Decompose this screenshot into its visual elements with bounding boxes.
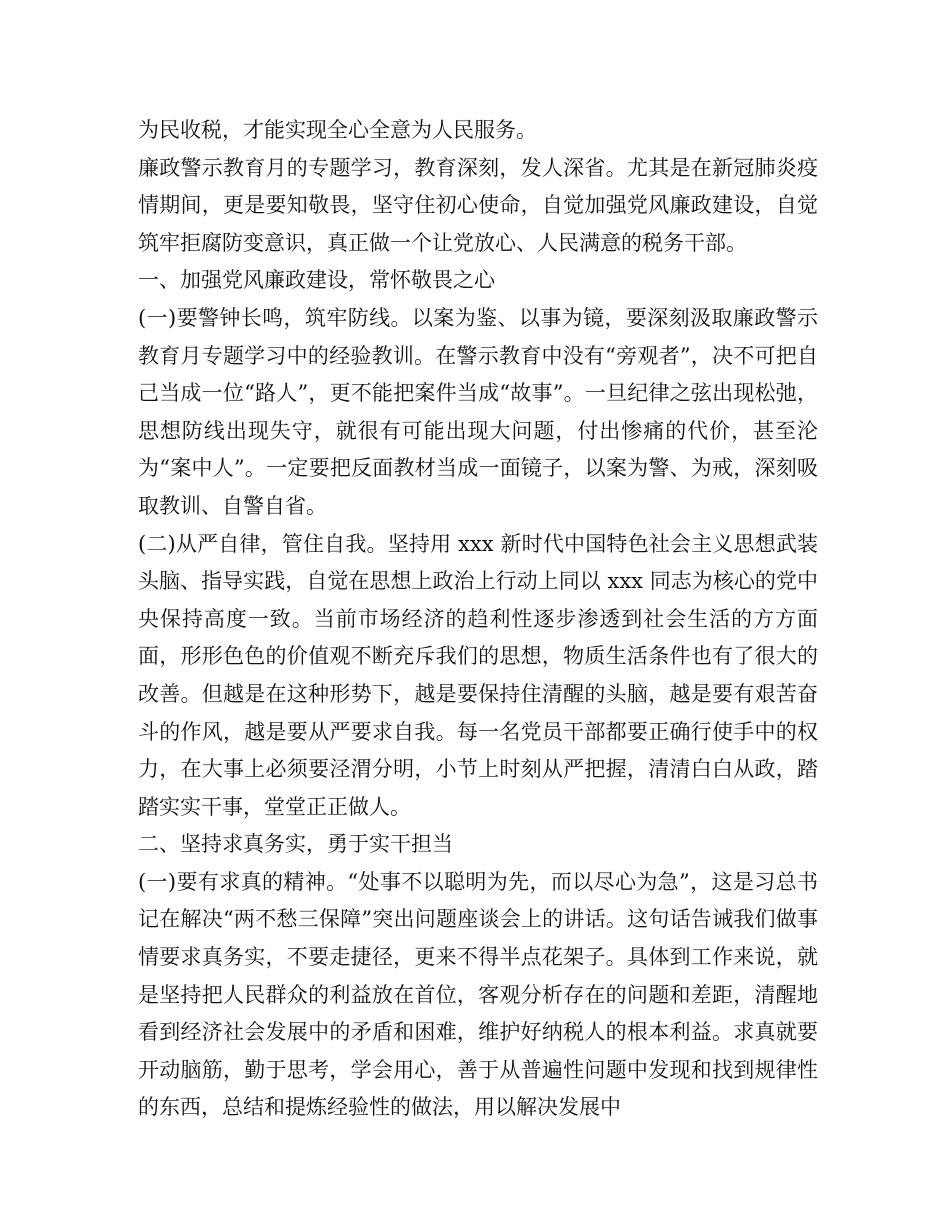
paragraph-continuation: 为民收税，才能实现全心全意为人民服务。 [138, 118, 537, 142]
paragraph-intro: 廉政警示教育月的专题学习，教育深刻，发人深省。尤其是在新冠肺炎疫情期间，更是要知敬畏，坚守住初心使命，自觉加强党风廉政建设，自觉筑牢拒腐防变意识，真正做一个让党放心、人民满意的税务干部。 [138, 155, 818, 255]
section-heading-1: 一、加强党风廉政建设，常怀敬畏之心 [138, 268, 495, 293]
document-page [138, 112, 818, 1127]
section-heading-2: 二、坚持求真务实，勇于实干担当 [138, 832, 453, 857]
paragraph-1-2: (二)从严自律，管住自我。坚持用 xxx 新时代中国特色社会主义思想武装头脑、指导实践，自觉在思想上政治上行动上同以 xxx 同志为核心的党中央保持高度一致。当前市场经济的趋利性逐步渗透到社会生活的方方面面，形形色色的价值观不断充斥我们的思想，物质生活条件也有了很大的改善。但越是在这种形势下，越是要保持住清醒的头脑，越是要有艰苦奋斗的作风，越是要从严要求自我。每一名党员干部都要正确行使手中的权力，在大事上必须要泾渭分明，小节上时刻从严把握，清清白白从政，踏踏实实干事，堂堂正正做人。 [138, 531, 818, 819]
paragraph-2-1: (一)要有求真的精神。“处事不以聪明为先，而以尽心为急”，这是习总书记在解决“两不愁三保障”突出问题座谈会上的讲话。这句话告诫我们做事情要求真务实，不要走捷径，更来不得半点花架子。具体到工作来说，就是坚持把人民群众的利益放在首位，客观分析存在的问题和差距，清醒地看到经济社会发展中的矛盾和困难，维护好纳税人的根本利益。求真就要开动脑筋，勤于思考，学会用心，善于从普遍性问题中发现和找到规律性的东西，总结和提炼经验性的做法，用以解决发展中 [138, 869, 818, 1120]
paragraph-1-1: (一)要警钟长鸣，筑牢防线。以案为鉴、以事为镜，要深刻汲取廉政警示教育月专题学习中的经验教训。在警示教育中没有“旁观者”，决不可把自己当成一位“路人”，更不能把案件当成“故事”。一旦纪律之弦出现松弛，思想防线出现失守，就很有可能出现大问题，付出惨痛的代价，甚至沦为“案中人”。一定要把反面教材当成一面镜子，以案为警、为戒，深刻吸取教训、自警自省。 [138, 305, 818, 518]
